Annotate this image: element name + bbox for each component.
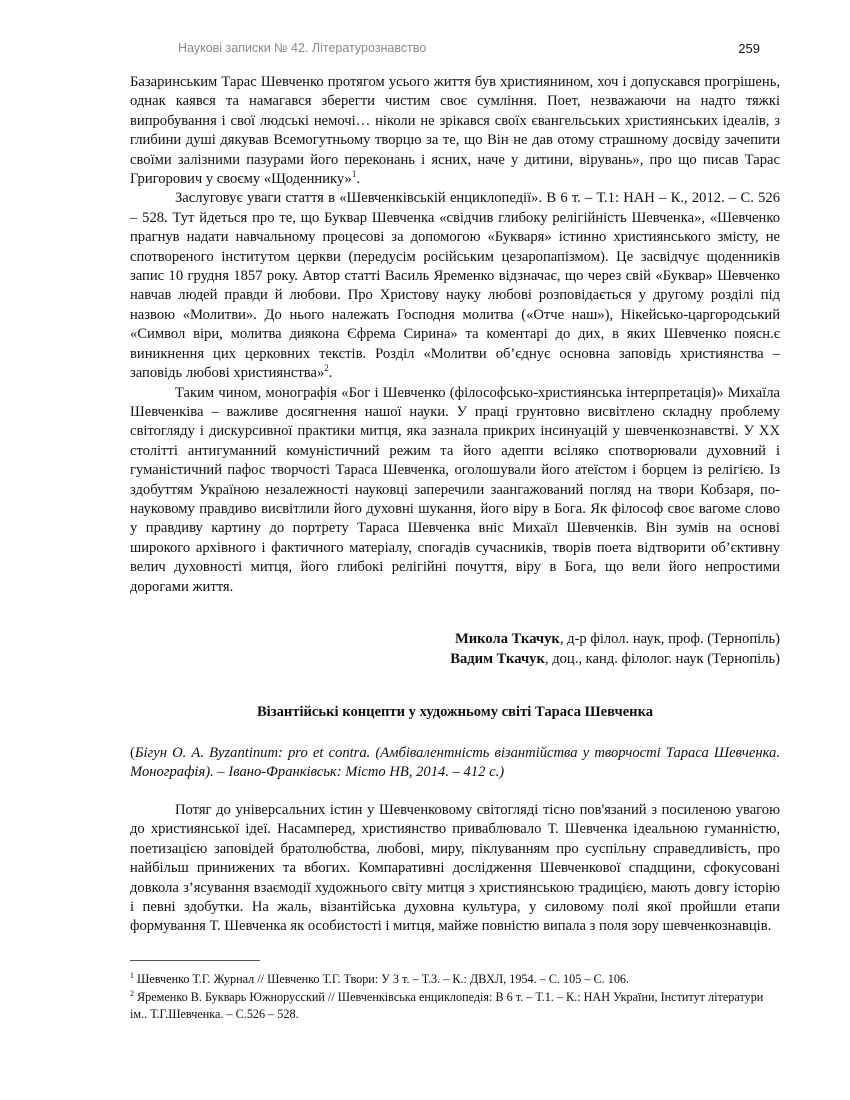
footnote-1: $^1$ Шевченко Т.Г. Журнал // Шевченко Т.Г. Твори: У 3 т. – Т.3. – К.: ДВХЛ, 1954. – С. 105 – С. 106. [130,970,630,986]
author-credentials: , д-р філол. наук, проф. (Тернопіль) [559,631,780,647]
running-header [178,41,760,55]
article-body [130,801,780,937]
footnote-2: $^2$ Яременко В. Букварь Южнорусский // Шевченківська енциклопедія: В 6 т. – Т.1. – К.: НАН України, Інститут літератури ім.. Т.Г.Шевченка. – С.526 – 528. [130,988,764,1021]
reviewed-book-reference: (Бігун О. А. Byzantinum: pro et contra. (Амбівалентність візантійства у творчості Тараса Шевченка. Монографія). – Івано-Франківськ: Місто НВ, 2014. – 412 с.) [130,745,780,781]
footnote-divider [130,960,260,961]
paragraph-1: Базаринським Тарас Шевченко протягом усього життя був християнином, хоч і допускався прогрішень, однак каявся та намагався зберегти чистим своє сумління. Поет, незважаючи на надто тяжкі випробування і свої людські немочі… ніколи не зрікався своїх євангельських християнських ідеалів, з глибини душі дякував Всемогутньому творцю за те, що Він не дав отому страшному досвіду зачепити своїми залізними пазурами його переконань і ясних, наче у дитини, вірувань», про що писав Тарас Григорович у своєму «Щоденнику»$^1$. [130,74,780,188]
paragraph-2: Заслуговує уваги стаття в «Шевченківській енциклопедії». В 6 т. – Т.1: НАН – К., 2012. – С. 526 – 528. Тут йдеться про те, що Буквар Шевченка «свідчив глибоку релігійність Шевченка», «Шевченко прагнув надати навчальному процесові за допомогою «Букваря» істинно християнського змісту, не спотвореного інститутом церкви (передусім російським цезаропапізмом). Це засвідчує щоденників запис 10 грудня 1857 року. Автор статті Василь Яременко відзначає, що через свій «Буквар» Шевченко навчав людей правди й любови. Про Христову науку любові розповідається у другому розділі під назвою «Молитви». До нього належать Господня молитва («Отче наш»), Нікейсько-царгородський «Символ віри, молитва диякона Єфрема Сирина» та коментарі до дих, в яких Шевченко поясн.є виникнення цих церковних текстів. Розділ «Молитви об’єднує основна заповідь християнства – заповідь любові християнства»$^2$. [130,190,780,382]
author-credentials: , доц., канд. філолог. наук (Тернопіль) [544,650,780,667]
footnote-ref-2[interactable]: 2 [324,363,329,374]
page-number: 259 [738,41,760,56]
author-line-2 [130,650,780,670]
review-continuation [130,73,780,597]
paragraph-3: Таким чином, монографія «Бог і Шевченко (філософсько-християнська інтерпретація)» Михаїла Шевченківа – важливе досягнення нашої науки. У праці грунтовно висвітлено складну проблему світогляду і дискурсивної практики митця, яка зазнала прикрих інсинуацій у шевченкознавстві. У ХХ столітті антигуманний комуністичний режим та його адепти всіляко спотворювали духовний і гуманістичний пафос творчості Тараса Шевченка, оголошували його атеїстом і борцем із релігією. Із здобуттям Україною незалежності науковці заперечили заангажований погляд на твори Кобзаря, по-науковому правдиво висвітлили його духовні шукання, його віру в Бога. Як філософ своє вагоме слово у правдиву картину до портрету Тараса Шевченка вніс Михаїл Шевченків. Він зумів на основі широкого архівного і фактичного матеріалу, спогадів сучасників, творів поета відтворити об’єктивну велич духовності митця, його глибокі релігійні почуття, віру в Бога, що вели його непростими дорогами життя. [130,384,780,595]
article-paragraph-1: Потяг до універсальних істин у Шевченковому світогляді тісно пов'язаний з посиленою увагою до християнської ідеї. Насамперед, християнство приваблювало Т. Шевченка ідеальною гуманністю, поетизацією заповідей братолюбства, любові, миру, піклуванням про суспільну справедливість, про найбільш принижених та вбогих. Компаративні дослідження Шевченкової спадщини, сфокусовані довкола з’ясування взаємодії художнього світу митця з християнською традицією, мають довгу історію і певні здобутки. На жаль, візантійська духовна культура, у силовому полі якої пройшли етапи формування Т. Шевченка як особистості і митця, майже повністю випала з поля зору шевченкознавців. [130,802,780,935]
footnotes [130,971,780,1024]
author-name: Вадим Ткачук [450,650,545,667]
author-line-1 [130,630,780,650]
running-title: Наукові записки № 42. Літературознавство [178,41,427,55]
author-block [130,630,780,669]
article-title: Візантійські концепти у художньому світі Тараса Шевченка [256,704,654,720]
author-name: Микола Ткачук [455,631,560,647]
footnote-ref-1[interactable]: 1 [351,169,357,180]
